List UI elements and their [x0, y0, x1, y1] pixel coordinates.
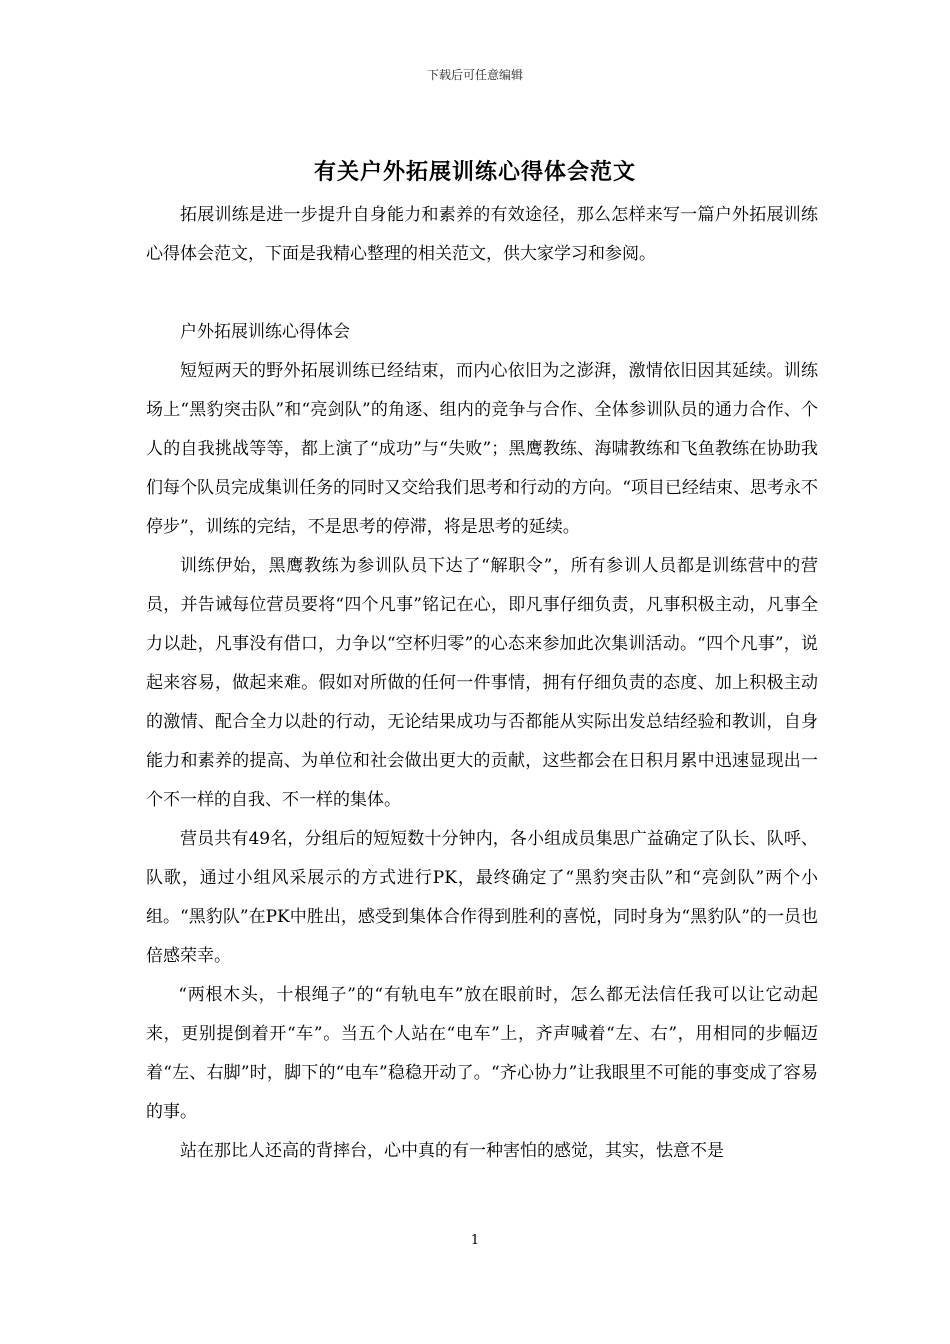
body-paragraph-4: “两根木头，十根绳子”的“有轨电车”放在眼前时，怎么都无法信任我可以让它动起来，更别提倒着开“车”。当五个人站在“电车”上，齐声喊着“左、右”，用相同的步幅迈着“左、右脚”时，脚下的“电车”稳稳开动了。“齐心协力”让我眼里不可能的事变成了容易的事。	[146, 985, 818, 1122]
body-paragraph-2: 训练伊始，黑鹰教练为参训队员下达了“解职令”，所有参训人员都是训练营中的营员，并告诫每位营员要将“四个凡事”铭记在心，即凡事仔细负责，凡事积极主动，凡事全力以赴，凡事没有借口，力争以“空杯归零”的心态来参加此次集训活动。“四个凡事”，说起来容易，做起来难。假如对所做的任何一件事情，拥有仔细负责的态度、加上积极主动的激情、配合全力以赴的行动，无论结果成功与否都能从实际出发总结经验和教训，自身能力和素养的提高、为单位和社会做出更大的贡献，这些都会在日积月累中迅速显现出一个不一样的自我、不一样的集体。	[146, 556, 818, 810]
paragraph-spacer	[146, 274, 818, 313]
page-header-note: 下载后可任意编辑	[426, 68, 523, 82]
body-paragraph-3: 营员共有49名，分组后的短短数十分钟内，各小组成员集思广益确定了队长、队呼、队歌，通过小组风采展示的方式进行PK，最终确定了“黑豹突击队”和“亮剑队”两个小组。“黑豹队”在PK中胜出，感受到集体合作得到胜利的喜悦，同时身为“黑豹队”的一员也倍感荣幸。	[146, 829, 818, 966]
body-paragraph-1: 短短两天的野外拓展训练已经结束，而内心依旧为之澎湃，激情依旧因其延续。训练场上“黑豹突击队”和“亮剑队”的角逐、组内的竞争与合作、全体参训队员的通力合作、个人的自我挑战等等，都上演了“成功”与“失败”；黑鹰教练、海啸教练和飞鱼教练在协助我们每个队员完成集训任务的同时又交给我们思考和行动的方向。“项目已经结束、思考永不停步”，训练的完结，不是思考的停滞，将是思考的延续。	[146, 361, 818, 537]
document-body	[146, 196, 818, 1171]
document-title: 有关户外拓展训练心得体会范文	[313, 159, 636, 185]
section-heading: 户外拓展训练心得体会	[180, 322, 350, 342]
body-paragraph-5: 站在那比人还高的背摔台，心中真的有一种害怕的感觉，其实，怯意不是	[180, 1141, 724, 1161]
page-number: 1	[470, 1233, 480, 1248]
intro-paragraph: 拓展训练是进一步提升自身能力和素养的有效途径，那么怎样来写一篇户外拓展训练心得体会范文，下面是我精心整理的相关范文，供大家学习和参阅。	[146, 205, 818, 264]
